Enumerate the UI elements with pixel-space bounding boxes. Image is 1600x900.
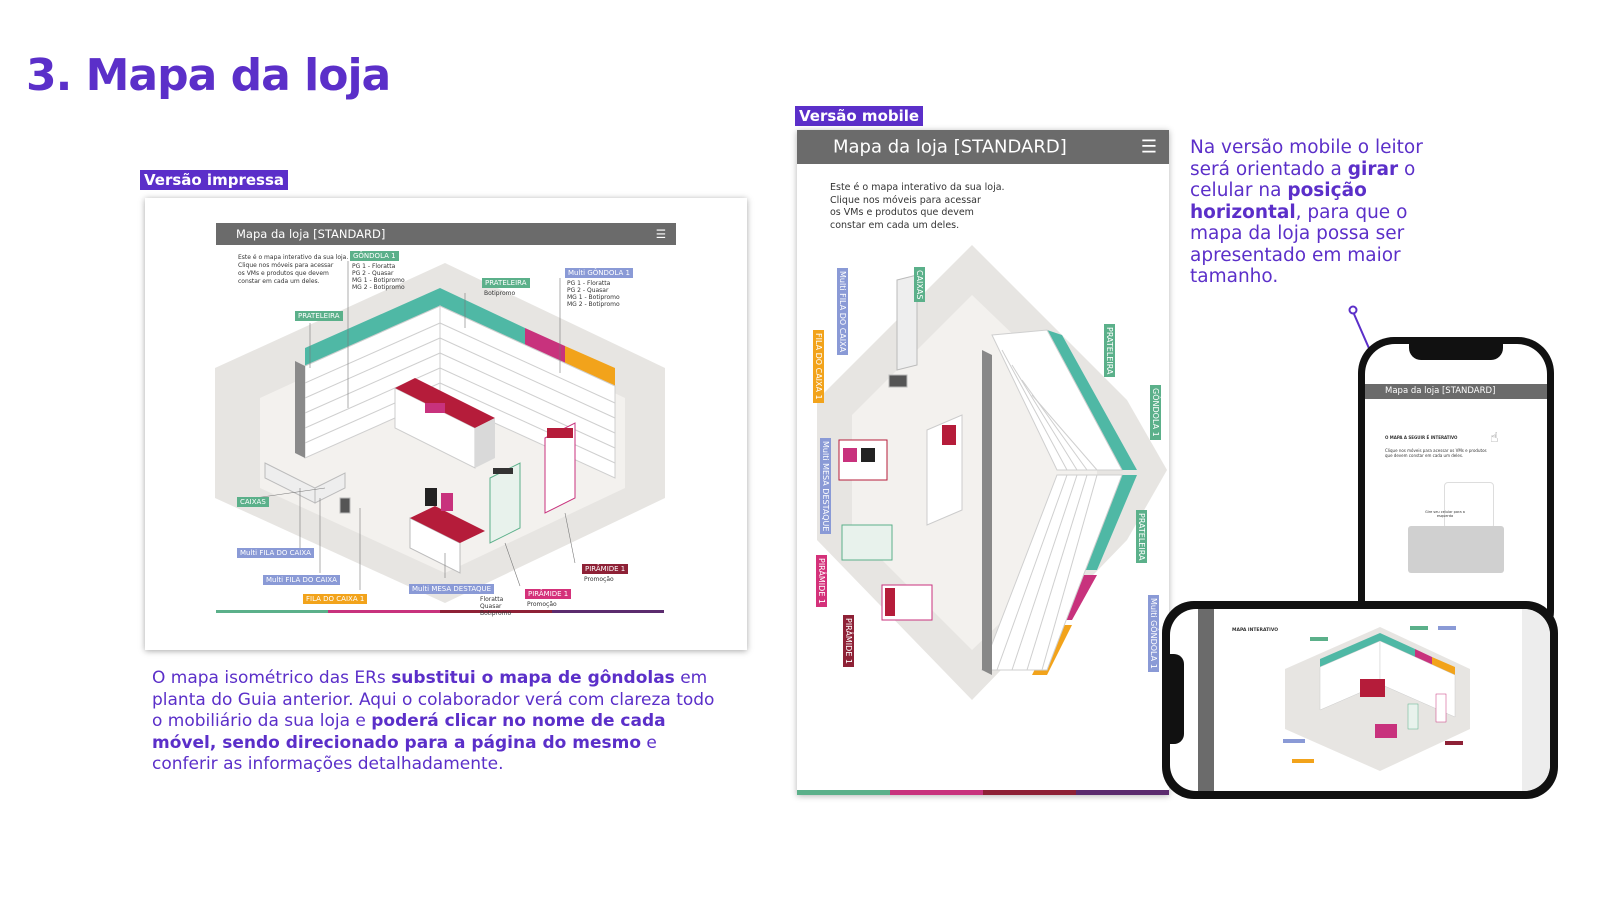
map-label-gondola-1-items: PG 1 - Floratta PG 2 - Quasar MG 1 - Botipromo MG 2 - Botipromo (352, 263, 405, 291)
map-label-prateleira-right-items: Botipromo (484, 290, 516, 297)
print-map-header-title: Mapa da loja [STANDARD] (236, 227, 386, 241)
phone-landscape-sidebar-right (1522, 609, 1550, 791)
mobile-label-caixas[interactable]: CAIXAS (914, 267, 925, 302)
desc-text-3: e conferir as informações detalhadamente. (152, 732, 657, 774)
map-label-mesa-items: Floratta Quasar Botipromo (480, 596, 512, 617)
desc-text-2: em planta do Guia anterior. Aqui o colaborador verá com clareza todo o mobiliário da sua loja e (152, 668, 715, 731)
mobile-map-card (797, 130, 1169, 795)
phone-landscape-placeholder (1408, 526, 1504, 573)
phone-landscape-title: MAPA INTERATIVO (1232, 628, 1279, 633)
map-label-gondola-1[interactable]: GÔNDOLA 1 (350, 251, 399, 261)
phone-notch (1409, 344, 1503, 360)
mobile-label-prateleira-top[interactable]: PRATELEIRA (1104, 324, 1115, 377)
print-isometric-map (145, 198, 747, 650)
left-wall-side (295, 361, 305, 458)
print-map-card (145, 198, 747, 650)
phone-portrait-header: Mapa da loja [STANDARD] (1365, 384, 1547, 399)
desc-text-1: O mapa isométrico das ERs (152, 668, 392, 688)
mobile-map-intro: Este é o mapa interativo da sua loja. Clique nos móveis para acessar os VMs e produtos que devem constar em cada um deles. (830, 182, 1005, 231)
map-label-prateleira-left[interactable]: PRATELEIRA (295, 311, 343, 321)
mobile-isometric-map (797, 130, 1169, 795)
phone-landscape (1162, 601, 1558, 799)
side-bold-2: posição horizontal (1190, 180, 1367, 223)
phone-notice-title: O MAPA A SEGUIR É INTERATIVO (1385, 435, 1458, 440)
print-map-intro: Este é o mapa interativo da sua loja. Clique nos móveis para acessar os VMs e produtos que devem constar em cada um deles. (238, 254, 349, 285)
map-label-multi-gondola-items: PG 1 - Floratta PG 2 - Quasar MG 1 - Botipromo MG 2 - Botipromo (567, 280, 620, 308)
phone-portrait-screen (1365, 344, 1547, 640)
map-label-multi-mesa-destaque[interactable]: Multi MESA DESTAQUE (409, 584, 494, 594)
mobile-label-multi-fila-caixa[interactable]: Multi FILA DO CAIXA (837, 268, 848, 355)
map-label-multi-gondola[interactable]: Multi GÔNDOLA 1 (565, 268, 633, 278)
mobile-label-multi-mesa[interactable]: Multi MESA DESTAQUE (820, 438, 831, 534)
phone-rotate-hint: Gire seu celular para a esquerda (1425, 510, 1465, 518)
print-description (152, 668, 722, 776)
center-gondola (927, 415, 962, 525)
print-version-tag: Versão impressa (140, 170, 288, 190)
red-pyramid (545, 423, 575, 513)
phone-outline-icon (1444, 482, 1494, 529)
map-label-prateleira-right[interactable]: PRATELEIRA (482, 278, 530, 288)
mobile-label-fila-caixa[interactable]: FILA DO CAIXA 1 (813, 330, 824, 403)
mobile-label-multi-gondola[interactable]: Multi GÔNDOLA 1 (1148, 595, 1159, 672)
page-title: 3. Mapa da loja (26, 50, 391, 101)
map-label-fila-caixa[interactable]: FILA DO CAIXA 1 (303, 594, 367, 604)
desc-bold-1: substitui o mapa de gôndolas (391, 668, 675, 688)
phone-landscape-screen (1170, 609, 1550, 791)
side-text-2: o celular na (1190, 158, 1416, 201)
mobile-label-prateleira-bottom[interactable]: PRATELEIRA (1136, 510, 1147, 563)
mobile-version-tag: Versão mobile (795, 106, 923, 126)
tap-hand-icon: ☝ (1490, 430, 1499, 446)
menu-icon[interactable]: ☰ (1140, 136, 1157, 158)
display-table (839, 440, 887, 480)
desc-bold-2: poderá clicar no nome de cada móvel, sendo direcionado para a página do mesmo (152, 711, 666, 753)
side-text-3: , para que o mapa da loja possa ser apresentado em maior tamanho. (1190, 201, 1408, 287)
map-label-piramide-pink-items: Promoção (527, 601, 557, 608)
menu-icon[interactable]: ☰ (655, 227, 666, 241)
mobile-label-gondola-1[interactable]: GÔNDOLA 1 (1150, 385, 1161, 440)
side-bold-1: girar (1347, 158, 1399, 180)
map-label-piramide-red-items: Promoção (584, 576, 614, 583)
mobile-label-piramide-red[interactable]: PIRÂMIDE 1 (843, 615, 854, 667)
mobile-map-header-title: Mapa da loja [STANDARD] (833, 136, 1067, 158)
glass-pyramid (842, 525, 892, 560)
map-label-piramide-pink[interactable]: PIRÂMIDE 1 (525, 589, 571, 599)
phone-notice-body: Clique nos móveis para acessar os VMs e produtos que devem constar em cada um deles. (1385, 448, 1487, 458)
mobile-label-piramide-pink[interactable]: PIRÂMIDE 1 (816, 555, 827, 607)
map-label-multi-fila-caixa-2[interactable]: Multi FILA DO CAIXA (263, 575, 340, 585)
landscape-mini-map (1170, 609, 1550, 791)
map-label-caixas[interactable]: CAIXAS (237, 497, 269, 507)
shelves-side (982, 350, 992, 675)
red-pyramid (882, 585, 932, 620)
map-label-multi-fila-caixa-1[interactable]: Multi FILA DO CAIXA (237, 548, 314, 558)
map-label-piramide-red[interactable]: PIRÂMIDE 1 (582, 564, 628, 574)
side-text-1: Na versão mobile o leitor será orientado a (1190, 137, 1423, 180)
mobile-description (1190, 137, 1430, 288)
